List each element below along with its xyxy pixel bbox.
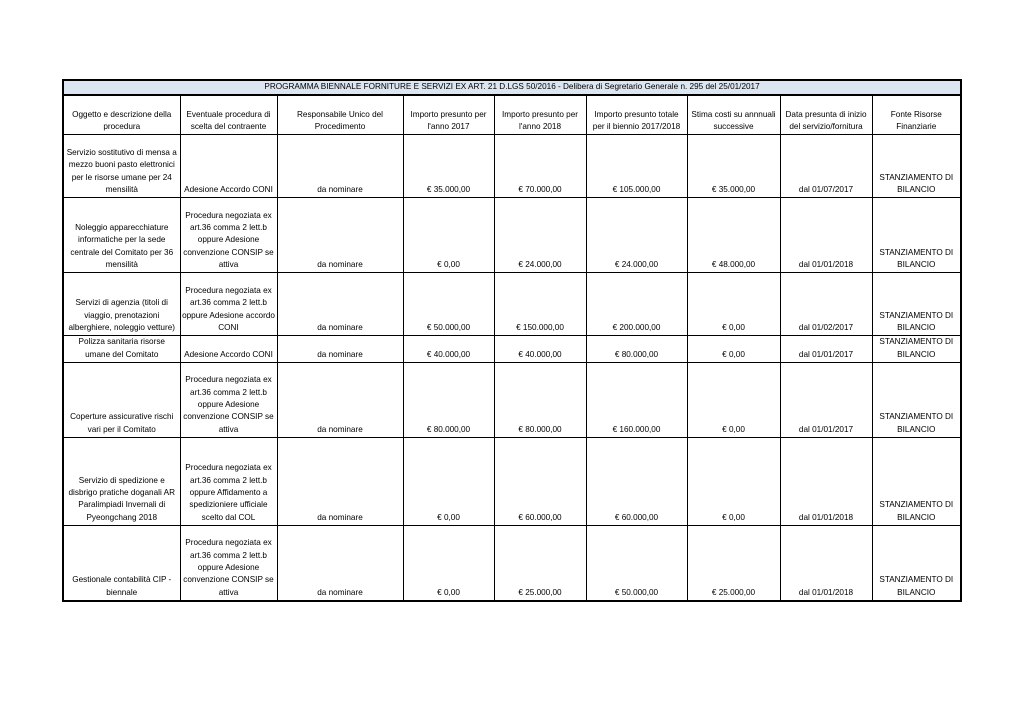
cell-oggetto: Noleggio apparecchiature informatiche per la sede centrale del Comitato per 36 mensilità [63, 198, 180, 273]
cell-importo-2018: € 60.000,00 [494, 437, 586, 525]
cell-data-inizio: dal 01/01/2018 [780, 437, 872, 525]
table-title: PROGRAMMA BIENNALE FORNITURE E SERVIZI EX ART. 21 D.LGS 50/2016 - Delibera di Segretario Generale n. 295 del 25/01/2017 [63, 80, 961, 95]
cell-responsabile: da nominare [277, 273, 403, 336]
cell-oggetto: Servizio di spedizione e disbrigo pratiche doganali AR Paralimpiadi Invernali di Pyeongchang 2018 [63, 437, 180, 525]
cell-stima-costi: € 0,00 [687, 273, 780, 336]
spacer-cell [780, 95, 872, 108]
cell-data-inizio: dal 01/01/2018 [780, 525, 872, 601]
spacer-cell [180, 95, 277, 108]
header-procedura: Eventuale procedura di scelta del contraente [180, 108, 277, 135]
cell-importo-2017: € 35.000,00 [403, 135, 494, 198]
header-oggetto: Oggetto e descrizione della procedura [63, 108, 180, 135]
cell-importo-totale: € 80.000,00 [586, 336, 687, 363]
cell-oggetto: Servizio sostitutivo di mensa a mezzo buoni pasto elettronici per le risorse umane per 24 mensilità [63, 135, 180, 198]
cell-responsabile: da nominare [277, 525, 403, 601]
table-row [63, 198, 961, 273]
cell-importo-2018: € 70.000,00 [494, 135, 586, 198]
spacer-cell [403, 95, 494, 108]
cell-importo-2017: € 80.000,00 [403, 362, 494, 437]
cell-fonte-risorse: STANZIAMENTO DI BILANCIO [872, 336, 961, 363]
spacer-cell [494, 95, 586, 108]
table-row [63, 525, 961, 601]
spacer-cell [872, 95, 961, 108]
table-row [63, 437, 961, 525]
spacer-cell [687, 95, 780, 108]
cell-stima-costi: € 0,00 [687, 362, 780, 437]
header-data-inizio: Data presunta di inizio del servizio/fornitura [780, 108, 872, 135]
cell-procedura: Procedura negoziata ex art.36 comma 2 lett.b oppure Adesione accordo CONI [180, 273, 277, 336]
cell-procedura: Procedura negoziata ex art.36 comma 2 lett.b oppure Adesione convenzione CONSIP se attiva [180, 525, 277, 601]
cell-fonte-risorse: STANZIAMENTO DI BILANCIO [872, 198, 961, 273]
cell-oggetto: Coperture assicurative rischi vari per il Comitato [63, 362, 180, 437]
spacer-cell [277, 95, 403, 108]
cell-importo-2017: € 50.000,00 [403, 273, 494, 336]
header-row [63, 108, 961, 135]
header-responsabile: Responsabile Unico del Procedimento [277, 108, 403, 135]
cell-stima-costi: € 35.000,00 [687, 135, 780, 198]
cell-importo-2018: € 150.000,00 [494, 273, 586, 336]
cell-importo-2018: € 80.000,00 [494, 362, 586, 437]
cell-importo-2018: € 40.000,00 [494, 336, 586, 363]
table-row [63, 362, 961, 437]
cell-importo-totale: € 160.000,00 [586, 362, 687, 437]
cell-oggetto: Servizi di agenzia (titoli di viaggio, prenotazioni alberghiere, noleggio vetture) [63, 273, 180, 336]
cell-importo-totale: € 60.000,00 [586, 437, 687, 525]
cell-responsabile: da nominare [277, 198, 403, 273]
spacer-row [63, 95, 961, 108]
cell-oggetto: Gestionale contabilità CIP - biennale [63, 525, 180, 601]
header-importo-2018: Importo presunto per l'anno 2018 [494, 108, 586, 135]
spacer-cell [63, 95, 180, 108]
header-stima-costi: Stima costi su annnuali successive [687, 108, 780, 135]
cell-procedura: Procedura negoziata ex art.36 comma 2 lett.b oppure Adesione convenzione CONSIP se attiva [180, 362, 277, 437]
header-importo-2017: Importo presunto per l'anno 2017 [403, 108, 494, 135]
cell-fonte-risorse: STANZIAMENTO DI BILANCIO [872, 437, 961, 525]
cell-importo-totale: € 105.000,00 [586, 135, 687, 198]
cell-fonte-risorse: STANZIAMENTO DI BILANCIO [872, 525, 961, 601]
table-row [63, 273, 961, 336]
cell-stima-costi: € 48.000,00 [687, 198, 780, 273]
cell-stima-costi: € 25.000,00 [687, 525, 780, 601]
cell-importo-2017: € 0,00 [403, 525, 494, 601]
cell-importo-2017: € 0,00 [403, 198, 494, 273]
cell-data-inizio: dal 01/01/2017 [780, 336, 872, 363]
procurement-table [62, 79, 962, 602]
cell-fonte-risorse: STANZIAMENTO DI BILANCIO [872, 135, 961, 198]
cell-importo-totale: € 50.000,00 [586, 525, 687, 601]
cell-data-inizio: dal 01/01/2017 [780, 362, 872, 437]
cell-oggetto: Polizza sanitaria risorse umane del Comitato [63, 336, 180, 363]
cell-responsabile: da nominare [277, 135, 403, 198]
cell-procedura: Adesione Accordo CONI [180, 135, 277, 198]
table-row [63, 336, 961, 363]
cell-importo-totale: € 24.000,00 [586, 198, 687, 273]
cell-importo-2017: € 40.000,00 [403, 336, 494, 363]
cell-procedura: Procedura negoziata ex art.36 comma 2 lett.b oppure Affidamento a spedizioniere ufficiale scelto dal COL [180, 437, 277, 525]
title-row [63, 80, 961, 95]
cell-importo-2018: € 25.000,00 [494, 525, 586, 601]
cell-procedura: Adesione Accordo CONI [180, 336, 277, 363]
spacer-cell [586, 95, 687, 108]
header-fonte-risorse: Fonte Risorse Finanziarie [872, 108, 961, 135]
cell-importo-2018: € 24.000,00 [494, 198, 586, 273]
header-importo-totale: Importo presunto totale per il biennio 2017/2018 [586, 108, 687, 135]
cell-data-inizio: dal 01/07/2017 [780, 135, 872, 198]
cell-importo-totale: € 200.000,00 [586, 273, 687, 336]
cell-procedura: Procedura negoziata ex art.36 comma 2 lett.b oppure Adesione convenzione CONSIP se attiva [180, 198, 277, 273]
procurement-sheet [62, 79, 960, 602]
cell-fonte-risorse: STANZIAMENTO DI BILANCIO [872, 273, 961, 336]
cell-responsabile: da nominare [277, 336, 403, 363]
table-row [63, 135, 961, 198]
cell-stima-costi: € 0,00 [687, 437, 780, 525]
cell-responsabile: da nominare [277, 437, 403, 525]
cell-data-inizio: dal 01/02/2017 [780, 273, 872, 336]
cell-stima-costi: € 0,00 [687, 336, 780, 363]
cell-fonte-risorse: STANZIAMENTO DI BILANCIO [872, 362, 961, 437]
cell-importo-2017: € 0,00 [403, 437, 494, 525]
cell-responsabile: da nominare [277, 362, 403, 437]
cell-data-inizio: dal 01/01/2018 [780, 198, 872, 273]
